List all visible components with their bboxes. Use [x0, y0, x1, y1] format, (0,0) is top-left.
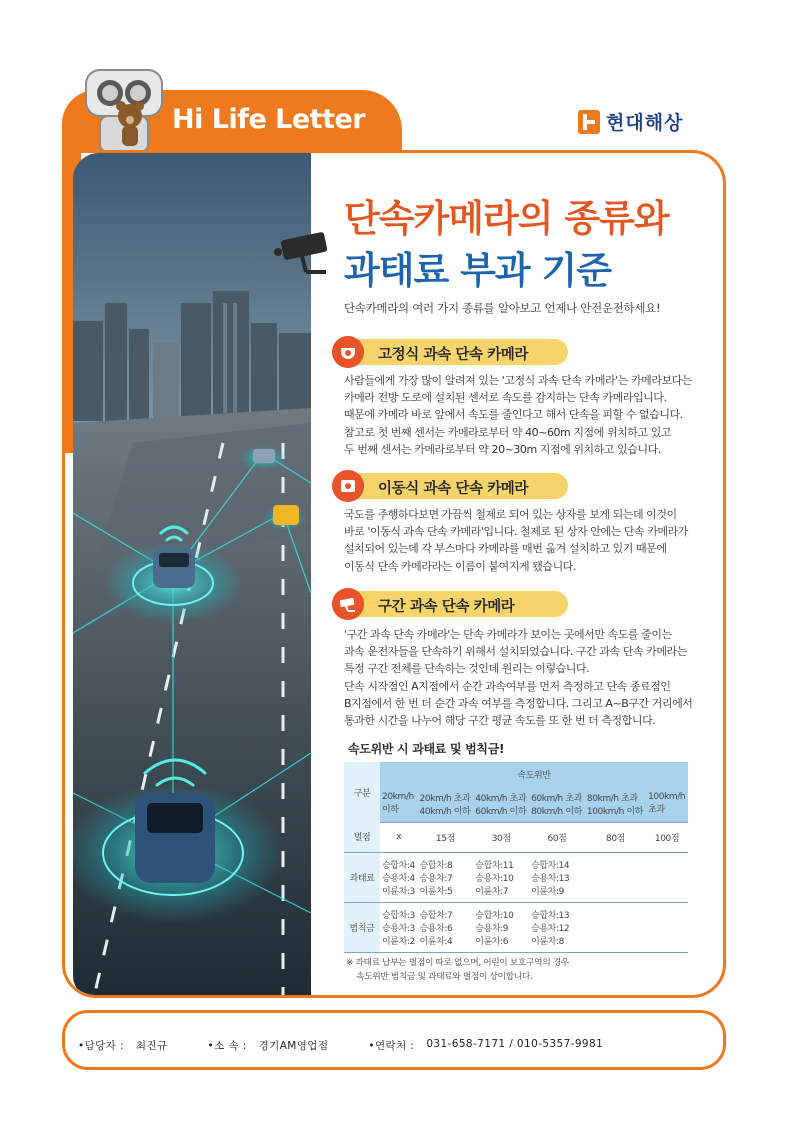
table-cell: 60점	[529, 822, 585, 852]
body-line: 국도를 주행하다보면 가끔씩 철제로 되어 있는 상자를 보게 되는데 이것이	[344, 508, 677, 521]
article-subtitle: 단속카메라의 여러 가지 종류를 알아보고 언제나 안전운전하세요!	[344, 301, 661, 315]
table-cell: 30점	[473, 822, 529, 852]
section-camera-icon	[332, 588, 364, 620]
footer-contact	[78, 1038, 603, 1053]
newsletter-title: Hi Life Letter	[172, 104, 366, 135]
footnote-line: 속도위반 범칙금 및 과태료와 벌점이 상이합니다.	[356, 972, 533, 982]
body-line: 사람들에게 가장 많이 알려져 있는 '고정식 과속 단속 카메라'는 카메라보다는	[344, 374, 693, 387]
table-row	[344, 902, 688, 952]
table-footnote	[346, 956, 569, 984]
body-line: 이동식 단속 카메라라는 이름이 붙여지게 됐습니다.	[344, 559, 576, 573]
body-line: 두 번째 센서는 카메라로부터 약 20~30m 지점에 위치하고 있습니다.	[344, 442, 661, 456]
body-line: 특정 구간 전체를 단속하는 것인데 원리는 이렇습니다.	[344, 662, 590, 676]
robot-mascot-icon	[78, 66, 170, 156]
table-cell: 승합차:3 승용차:3 이륜차:2	[380, 902, 418, 952]
table-cell: x	[380, 822, 418, 852]
mobile-camera-icon	[332, 470, 364, 502]
table-cell: 승합차:8 승용차:7 이륜차:5	[418, 852, 474, 902]
dept-label: •소 속 :	[207, 1040, 247, 1052]
table-row	[344, 852, 688, 902]
body-line: 단속 시작점인 A지점에서 순간 과속여부를 먼저 측정하고 단속 종료점인	[344, 679, 671, 693]
section-title: 이동식 과속 단속 카메라	[378, 481, 529, 497]
body-line: 참고로 첫 번째 센서는 카메라로부터 약 40~60m 지점에 위치하고 있고	[344, 425, 672, 439]
fine-table	[344, 762, 688, 953]
column-header: 80km/h 초과 100km/h 이하	[585, 786, 646, 822]
table-cell: 승합차:11 승용차:10 이륜차:7	[473, 852, 529, 902]
section-section-camera-header	[332, 588, 572, 618]
body-line: 통과한 시간을 나누어 해당 구간 평균 속도를 또 한 번 더 측정합니다.	[344, 714, 656, 728]
section-title: 구간 과속 단속 카메라	[378, 599, 515, 615]
contact-label: •연락처 :	[368, 1040, 415, 1052]
table-cell	[646, 902, 688, 952]
group-label: 구분	[344, 762, 380, 822]
brand-logo	[578, 108, 683, 135]
section-fixed-camera-body	[344, 372, 714, 458]
table-cell	[585, 902, 646, 952]
contact-value: 031-658-7171 / 010-5357-9981	[426, 1038, 604, 1050]
table-cell	[646, 852, 688, 902]
dept-name: 경기AM영업점	[258, 1040, 329, 1052]
manager-name: 최진규	[135, 1040, 168, 1052]
body-line: B지점에서 한 번 더 순간 과속 여부를 측정합니다. 그리고 A~B구간 거리에서	[344, 696, 693, 710]
manager-label: •담당자 :	[78, 1040, 124, 1052]
table-cell: 승합차:4 승용차:4 이륜차:3	[380, 852, 418, 902]
article-title-line2: 과태료 부과 기준	[344, 249, 611, 292]
row-label: 범칙금	[344, 902, 380, 952]
hyundai-marine-logo-icon	[578, 110, 600, 134]
table-cell: 승합차:7 승용차:6 이륜차:4	[418, 902, 474, 952]
footnote-line: ※ 과태료 납부는 벌점이 따로 없으며, 어린이 보호구역의 경우	[346, 958, 569, 968]
body-line: 카메라 전방 도로에 설치된 센서로 속도를 감지하는 단속 카메라입니다.	[344, 391, 667, 405]
section-mobile-camera-header	[332, 470, 572, 500]
table-cell: 80점	[585, 822, 646, 852]
section-fixed-camera-header	[332, 336, 572, 366]
section-title: 고정식 과속 단속 카메라	[378, 347, 529, 363]
brand-name: 현대해상	[606, 112, 684, 134]
section-mobile-camera-body	[344, 506, 714, 575]
fine-table-title: 속도위반 시 과태료 및 범칙금!	[348, 742, 505, 756]
column-header: 20km/h 초과 40km/h 이하	[418, 786, 474, 822]
column-header: 40km/h 초과 60km/h 이하	[473, 786, 529, 822]
body-line: 바로 '이동식 과속 단속 카메라'입니다. 철제로 된 상자 안에는 단속 카메라가	[344, 525, 688, 539]
section-section-camera-body	[344, 626, 714, 729]
body-line: 설치되어 있는데 각 부스마다 카메라를 매번 옮겨 설치하고 있기 때문에	[344, 542, 667, 556]
column-header: 100km/h 초과	[646, 786, 688, 822]
table-cell: 승합차:10 승용차:9 이륜차:6	[473, 902, 529, 952]
body-line: '구간 과속 단속 카메라'는 단속 카메라가 보이는 곳에서만 속도를 줄이는	[344, 628, 672, 641]
body-line: 때문에 카메라 바로 앞에서 속도를 줄인다고 해서 단속을 피할 수 없습니다.	[344, 408, 683, 422]
article-title-line1: 단속카메라의 종류와	[344, 197, 669, 240]
table-row	[344, 822, 688, 852]
row-label: 벌점	[344, 822, 380, 852]
group-header: 속도위반	[380, 762, 688, 786]
fixed-camera-icon	[332, 336, 364, 368]
column-header: 60km/h 초과 80km/h 이하	[529, 786, 585, 822]
table-cell: 승합차:14 승용차:13 이륜차:9	[529, 852, 585, 902]
column-header: 20km/h 이하	[380, 786, 418, 822]
table-cell: 100점	[646, 822, 688, 852]
table-cell: 승합차:13 승용차:12 이륜차:8	[529, 902, 585, 952]
cctv-camera-icon	[268, 228, 340, 284]
row-label: 과태료	[344, 852, 380, 902]
table-cell	[585, 852, 646, 902]
body-line: 과속 운전자들을 단속하기 위해서 설치되었습니다. 구간 과속 단속 카메라는	[344, 645, 687, 659]
table-cell: 15점	[418, 822, 474, 852]
